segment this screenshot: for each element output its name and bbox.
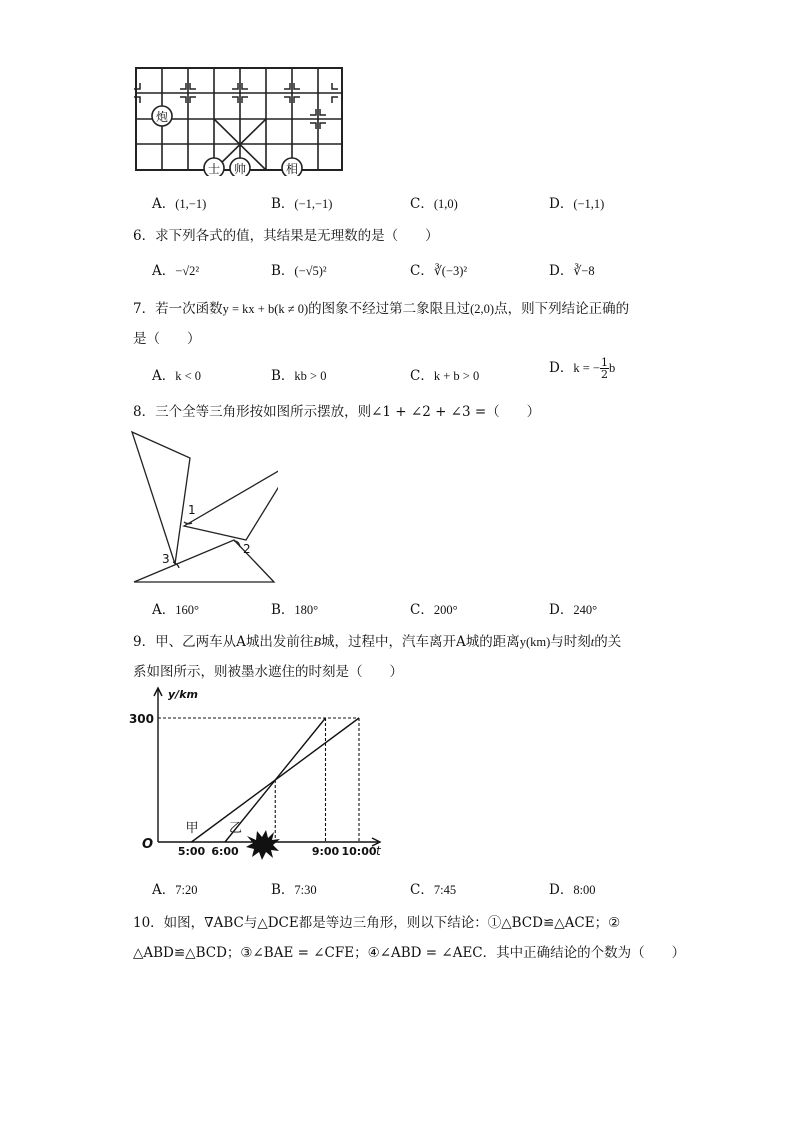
x-tick-label: 6:00 <box>211 845 239 858</box>
q8-option-b[interactable] <box>271 598 318 618</box>
q5-option-c[interactable] <box>410 192 458 212</box>
piece-label: 士 <box>207 162 221 176</box>
option-letter: A． <box>152 196 176 212</box>
q6-option-a[interactable] <box>152 259 199 279</box>
q9-option-c[interactable] <box>410 878 456 898</box>
fraction-numerator: 1 <box>600 356 608 369</box>
option-value: ∛(−3)² <box>433 264 468 278</box>
distance-time-chart <box>128 684 390 864</box>
option-value: 160° <box>175 603 199 617</box>
option-letter: A． <box>152 368 176 384</box>
angle-2-label: 2 <box>243 542 251 556</box>
angle-3-label: 3 <box>162 552 170 566</box>
q8-option-a[interactable] <box>152 598 199 618</box>
option-value: ∛−8 <box>573 264 595 278</box>
triangle-left <box>132 432 190 564</box>
q6-stem: 6．求下列各式的值，其结果是无理数的是（ ） <box>133 228 439 244</box>
option-letter: A． <box>152 263 176 279</box>
q9-stem <box>133 630 621 650</box>
option-letter: A． <box>152 882 176 898</box>
angle-1-label: 1 <box>188 503 196 517</box>
option-value: 7:20 <box>175 883 198 897</box>
option-value: 240° <box>573 603 598 617</box>
q7-option-d[interactable] <box>549 356 615 380</box>
option-value: −√2² <box>175 264 200 278</box>
option-value: (1,−1) <box>175 197 207 211</box>
series-label-yi: 乙 <box>229 821 243 836</box>
piece-label: 炮 <box>155 110 169 124</box>
stem-text: 的关 <box>594 634 622 650</box>
q9-option-d[interactable] <box>549 878 596 898</box>
q7-stem <box>133 297 629 317</box>
stem-text: 与时刻 <box>550 634 591 650</box>
stem-text: 9．甲、乙两车从A城出发前往 <box>133 634 314 650</box>
q9-option-a[interactable] <box>152 878 197 898</box>
option-letter: C． <box>410 368 434 384</box>
option-letter: B． <box>271 882 295 898</box>
option-value: (−1,1) <box>573 197 605 211</box>
q10-stem-line2: △ABD≌△BCD；③∠BAE = ∠CFE；④∠ABD = ∠AEC．其中正确结论的个数为（ ） <box>133 945 686 961</box>
option-letter: B． <box>271 263 295 279</box>
q6-option-c[interactable] <box>410 259 467 279</box>
q7-stem-line2: 是（ ） <box>133 331 201 347</box>
option-letter: D． <box>549 263 574 279</box>
chess-piece-shi <box>204 158 224 176</box>
option-value: 180° <box>294 603 319 617</box>
option-letter: D． <box>549 602 574 618</box>
q6-option-d[interactable] <box>549 259 595 279</box>
y-axis-label: y/km <box>168 688 198 701</box>
option-letter: C． <box>410 196 434 212</box>
option-letter: B． <box>271 368 295 384</box>
option-value: 7:45 <box>433 883 457 897</box>
option-value: (−1,−1) <box>294 197 333 211</box>
triangle-bottom <box>134 540 274 582</box>
stem-city: B <box>313 635 321 649</box>
stem-variable: y(km) <box>519 635 551 649</box>
option-letter: B． <box>271 196 295 212</box>
option-letter: D． <box>549 196 574 212</box>
option-value: k + b > 0 <box>433 369 480 383</box>
stem-function: y = kx + b(k ≠ 0) <box>222 302 309 316</box>
chess-piece-pao <box>152 106 172 126</box>
q7-option-a[interactable] <box>152 364 201 384</box>
q9-stem-line2: 系如图所示，则被墨水遮住的时刻是（ ） <box>133 664 403 680</box>
y-tick-label: 300 <box>128 712 154 726</box>
option-value: kb > 0 <box>294 369 327 383</box>
option-letter: C． <box>410 263 434 279</box>
fraction-denominator: 2 <box>600 368 608 381</box>
stem-point: (2,0) <box>470 302 495 316</box>
option-value: k = − <box>573 361 600 375</box>
chess-board-figure <box>132 64 346 176</box>
q9-option-b[interactable] <box>271 878 317 898</box>
series-label-jia: 甲 <box>185 821 199 836</box>
option-value: 200° <box>433 603 458 617</box>
x-tick-label: 9:00 <box>311 845 340 858</box>
piece-label: 相 <box>285 162 299 176</box>
q10-stem-line1: 10．如图，∇ABC与△DCE都是等边三角形，则以下结论：①△BCD≌△ACE；② <box>133 915 621 931</box>
option-letter: D． <box>549 882 574 898</box>
option-value: 8:00 <box>573 883 596 897</box>
q8-stem: 8．三个全等三角形按如图所示摆放，则∠1 + ∠2 + ∠3 =（ ） <box>133 404 541 420</box>
option-letter: A． <box>152 602 176 618</box>
stem-text: 城，过程中，汽车离开A城的距离 <box>320 634 520 650</box>
chess-piece-xiang <box>282 158 302 176</box>
x-tick-label: 5:00 <box>177 845 206 858</box>
option-value: (−√5)² <box>294 264 327 278</box>
stem-variable: t <box>590 635 595 649</box>
option-value: (1,0) <box>433 197 458 211</box>
option-letter: B． <box>271 602 295 618</box>
q7-option-b[interactable] <box>271 364 326 384</box>
origin-label: O <box>142 837 154 852</box>
x-tick-label: 10:00 <box>341 845 377 858</box>
option-value-tail: b <box>608 361 616 375</box>
piece-label: 帅 <box>233 162 247 176</box>
q8-option-c[interactable] <box>410 598 458 618</box>
x-axis-label: t <box>376 844 381 858</box>
stem-text: 的图象不经过第二象限且过 <box>308 301 471 317</box>
q5-option-b[interactable] <box>271 192 332 212</box>
chess-piece-shuai <box>230 158 250 176</box>
q6-option-b[interactable] <box>271 259 327 279</box>
stem-text: 点，则下列结论正确的 <box>494 301 630 317</box>
option-letter: C． <box>410 882 434 898</box>
option-value: k < 0 <box>175 369 202 383</box>
fraction <box>600 357 609 380</box>
triangles-figure <box>128 428 278 586</box>
q5-option-a[interactable] <box>152 192 206 212</box>
q8-option-d[interactable] <box>549 598 597 618</box>
q7-option-c[interactable] <box>410 364 479 384</box>
option-letter: C． <box>410 602 434 618</box>
option-value: 7:30 <box>294 883 317 897</box>
triangle-right <box>184 462 278 540</box>
option-letter: D． <box>549 360 574 376</box>
stem-text: 7．若一次函数 <box>133 301 223 317</box>
q5-option-d[interactable] <box>549 192 604 212</box>
